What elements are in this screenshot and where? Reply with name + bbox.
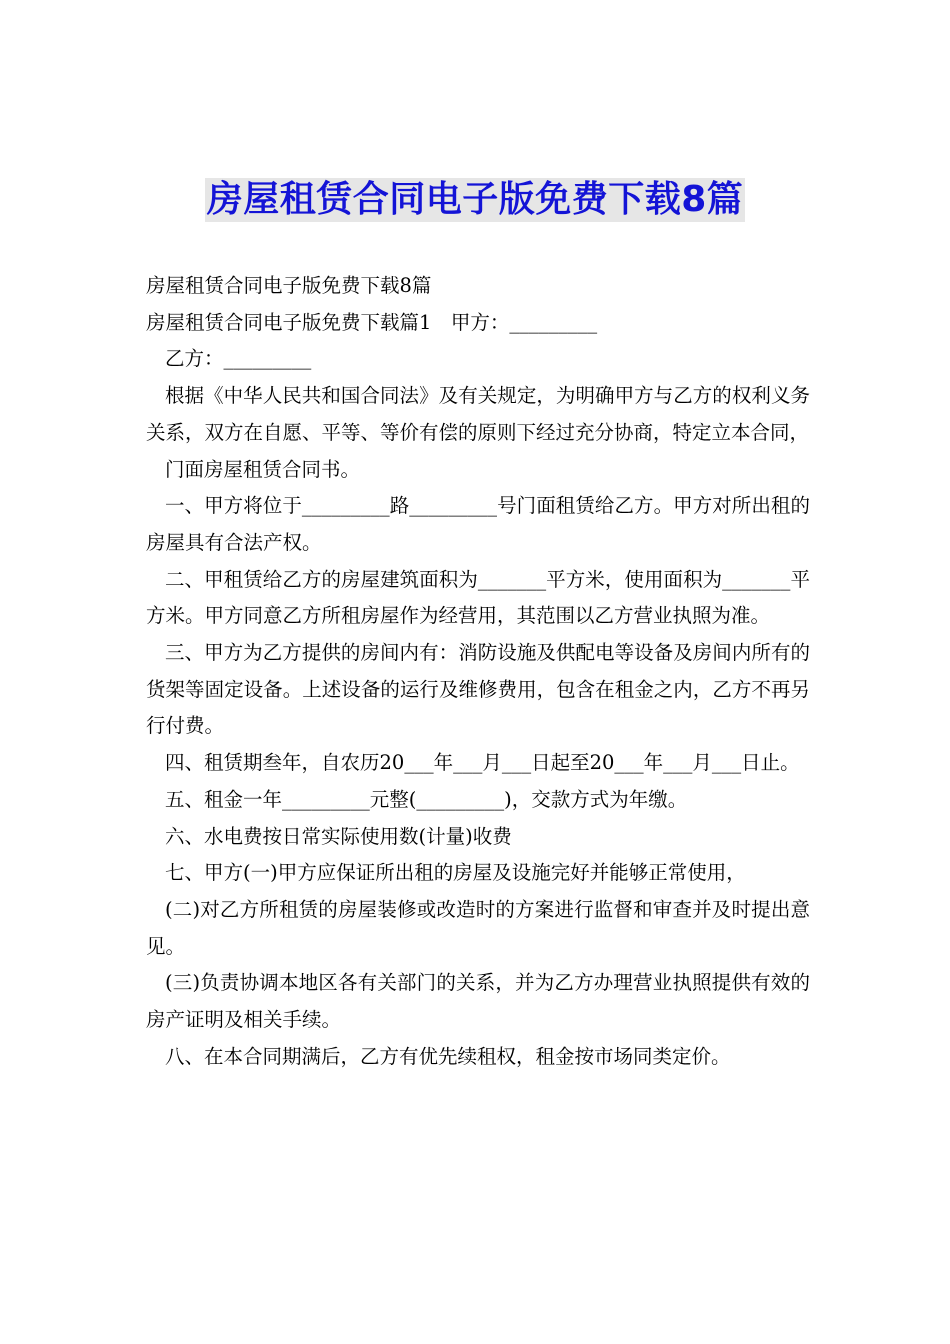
title-block [0,178,950,222]
paragraph-preamble: 根据《中华人民共和国合同法》及有关规定，为明确甲方与乙方的权利义务关系，双方在自愿、平等、等价有偿的原则下经过充分协商，特定立本合同， [146,384,810,444]
clause-2: 二、甲租赁给乙方的房屋建筑面积为_______平方米，使用面积为_______平方米。甲方同意乙方所租房屋作为经营用，其范围以乙方营业执照为准。 [146,567,810,628]
clause-5: 五、租金一年_________元整(_________)，交款方式为年缴。 [165,787,688,811]
clause-4: 四、租赁期叁年，自农历20___年___月___日起至20___年___月___日止。 [165,751,800,775]
document-body [146,268,810,1075]
paragraph-heading: 房屋租赁合同电子版免费下载8篇 [146,274,432,297]
clause-8: 八、在本合同期满后，乙方有优先续租权，租金按市场同类定价。 [165,1044,731,1068]
document-title: 房屋租赁合同电子版免费下载8篇 [206,179,744,220]
paragraph-party-b: 乙方：_________ [165,347,312,371]
clause-7-sub-2: (二)对乙方所租赁的房屋装修或改造时的方案进行监督和审查并及时提出意见。 [146,897,810,958]
clause-7-sub-3: (三)负责协调本地区各有关部门的关系，并为乙方办理营业执照提供有效的房产证明及相关手续。 [146,971,810,1032]
clause-6: 六、水电费按日常实际使用数(计量)收费 [165,824,512,848]
clause-1: 一、甲方将位于_________路_________号门面租赁给乙方。甲方对所出租的房屋具有合法产权。 [146,494,810,554]
clause-7: 七、甲方(一)甲方应保证所出租的房屋及设施完好并能够正常使用， [165,861,746,885]
paragraph-contract-name: 门面房屋租赁合同书。 [165,457,361,481]
clause-3: 三、甲方为乙方提供的房间内有：消防设施及供配电等设备及房间内所有的货架等固定设备。上述设备的运行及维修费用，包含在租金之内，乙方不再另行付费。 [146,641,810,738]
paragraph-party-a: 房屋租赁合同电子版免费下载篇1 甲方：_________ [146,310,598,334]
